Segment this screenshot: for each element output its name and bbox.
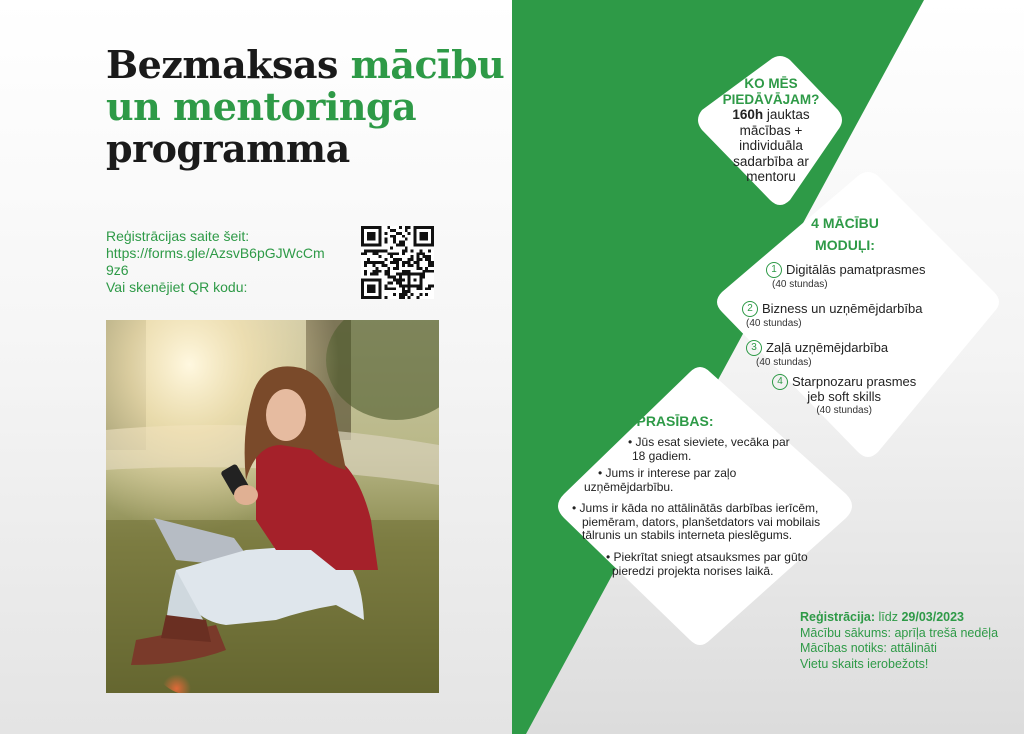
registration-link-line2[interactable]: 9z6 [106,262,129,278]
modules-heading-2: MODUĻI: [815,237,875,253]
requirement-2-line-b: uzņēmējdarbību. [584,479,674,494]
requirements-heading: PRASĪBAS: [636,413,714,429]
module-item-2 [742,301,922,331]
offer-line-1-text: jauktas [763,107,810,122]
requirement-1-line-a: • Jūs esat sieviete, vecāka par [628,435,790,449]
offer-heading-2: PIEDĀVĀJAM? [722,91,820,107]
requirement-2-line-a: • Jums ir interese par zaļo [598,466,737,480]
requirement-1-line-b: 18 gadiem. [632,448,692,463]
module-hours-2: (40 stundas) [746,318,802,329]
requirement-3 [572,502,820,543]
offer-line-1 [708,107,834,123]
module-name-2: Bizness un uzņēmējdarbība [762,301,923,316]
module-name-3: Zaļā uzņēmējdarbība [766,340,889,355]
course-start: Mācību sākums: aprīļa trešā nedēļa [800,625,999,640]
requirement-4 [606,551,808,578]
module-hours-3: (40 stundas) [756,357,812,368]
module-hours-4: (40 stundas) [816,405,872,416]
module-number-4: 4 [772,374,788,390]
requirement-2 [584,466,737,494]
module-number-3: 3 [746,340,762,356]
title-part2: mācību [350,42,505,87]
offer-hours: 160h [732,107,764,122]
module-name-4: Starpnozaru prasmes [792,374,917,389]
title-part1: Bezmaksas [106,42,351,87]
module-item-4 [772,374,916,418]
offer-line-3: individuāla [739,138,803,153]
registration-label: Reģistrācijas saite šeit: [106,228,250,244]
module-hours-1: (40 stundas) [772,279,828,290]
deadline-until: līdz [875,610,902,624]
requirement-4-line-b: pieredzi projekta norises laikā. [612,563,774,578]
offer-line-5: mentoru [746,169,796,184]
deadline-date: 29/03/2023 [901,610,964,624]
course-mode: Mācības notiks: attālināti [800,641,937,655]
title-line3: programma [106,126,350,171]
requirement-4-line-a: • Piekrītat sniegt atsauksmes par gūto [606,550,808,564]
registration-link-line1[interactable]: https://forms.gle/AzsvB6pGJWcCm [106,245,325,261]
modules-heading-1: 4 MĀCĪBU [811,215,879,231]
module-item-1 [766,262,925,292]
limited-seats: Vietu skaits ierobežots! [800,656,929,671]
requirement-1 [628,436,790,463]
module-name-1: Digitālās pamatprasmes [786,262,926,277]
module-item-3 [746,340,888,370]
module-number-1: 1 [766,262,782,278]
requirement-3-line-a: • Jums ir kāda no attālinātās darbības ierīcēm, [572,501,819,515]
module-name-4b: jeb soft skills [807,389,881,404]
offer-line-2: mācības + [739,122,803,138]
offer-card [708,76,834,185]
deadline-label: Reģistrācija: [800,610,876,624]
offer-line-4: sadarbība ar [733,153,809,169]
modules-heading [790,212,900,256]
registration-info [800,610,998,672]
qr-instruction: Vai skenējiet QR kodu: [106,279,248,295]
requirement-3-line-b: piemēram, dators, planšetdators vai mobilais [582,514,821,529]
registration-deadline [800,610,998,626]
module-number-2: 2 [742,301,758,317]
requirement-3-line-c: tālrunis un stabils interneta pieslēgums. [582,528,793,542]
title-line2: un mentoringa [106,84,417,129]
offer-heading-1: KO MĒS [744,76,798,91]
